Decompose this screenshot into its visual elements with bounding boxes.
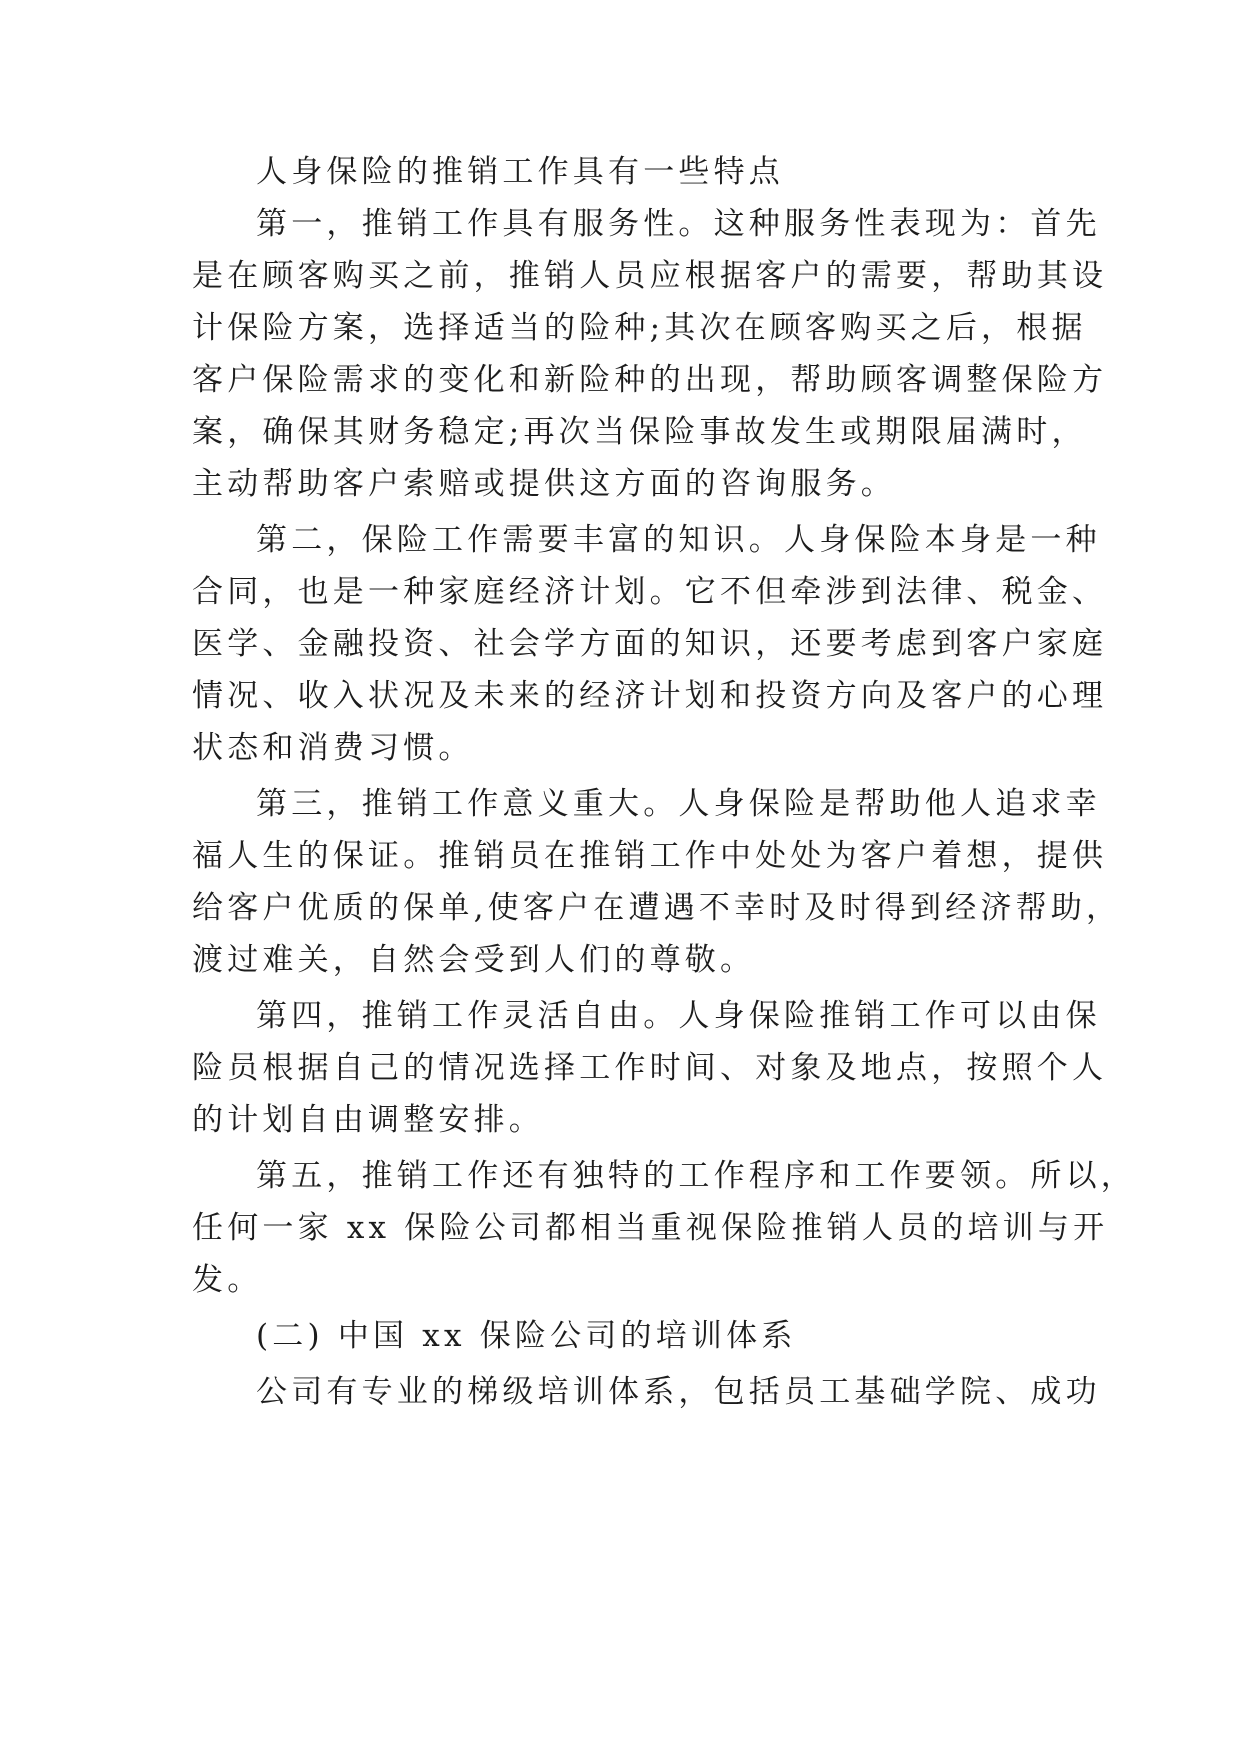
text-line: 客户保险需求的变化和新险种的出现，帮助顾客调整保险方	[192, 362, 1108, 398]
text-line: 计保险方案，选择适当的险种;其次在顾客购买之后，根据	[192, 310, 1087, 346]
text-line: 第二，保险工作需要丰富的知识。人身保险本身是一种	[256, 522, 1101, 558]
text-line: 合同，也是一种家庭经济计划。它不但牵涉到法律、税金、	[192, 574, 1108, 610]
text-line: 公司有专业的梯级培训体系，包括员工基础学院、成功	[256, 1374, 1101, 1410]
text-line: 第五，推销工作还有独特的工作程序和工作要领。所以，	[256, 1158, 1136, 1194]
text-line: 是在顾客购买之前，推销人员应根据客户的需要，帮助其设	[192, 258, 1108, 294]
text-line: 主动帮助客户索赔或提供这方面的咨询服务。	[192, 466, 896, 502]
text-line: 第四，推销工作灵活自由。人身保险推销工作可以由保	[256, 998, 1101, 1034]
text-line: 状态和消费习惯。	[192, 730, 474, 766]
text-line: 险员根据自己的情况选择工作时间、对象及地点，按照个人	[192, 1050, 1108, 1086]
text-line: 医学、金融投资、社会学方面的知识，还要考虑到客户家庭	[192, 626, 1108, 662]
section-heading: (二) 中国 xx 保险公司的培训体系	[256, 1318, 797, 1354]
text-line: 的计划自由调整安排。	[192, 1102, 544, 1138]
text-line: 第三，推销工作意义重大。人身保险是帮助他人追求幸	[256, 786, 1101, 822]
text-line: 给客户优质的保单,使客户在遭遇不幸时及时得到经济帮助，	[192, 890, 1122, 926]
text-line: 人身保险的推销工作具有一些特点	[256, 154, 784, 190]
text-line: 任何一家 xx 保险公司都相当重视保险推销人员的培训与开	[192, 1210, 1109, 1246]
text-line: 发。	[192, 1262, 263, 1298]
text-line: 渡过难关，自然会受到人们的尊敬。	[192, 942, 756, 978]
text-line: 第一，推销工作具有服务性。这种服务性表现为：首先	[256, 206, 1101, 242]
text-line: 福人生的保证。推销员在推销工作中处处为客户着想，提供	[192, 838, 1108, 874]
text-line: 案，确保其财务稳定;再次当保险事故发生或期限届满时，	[192, 414, 1087, 450]
text-line: 情况、收入状况及未来的经济计划和投资方向及客户的心理	[192, 678, 1108, 714]
